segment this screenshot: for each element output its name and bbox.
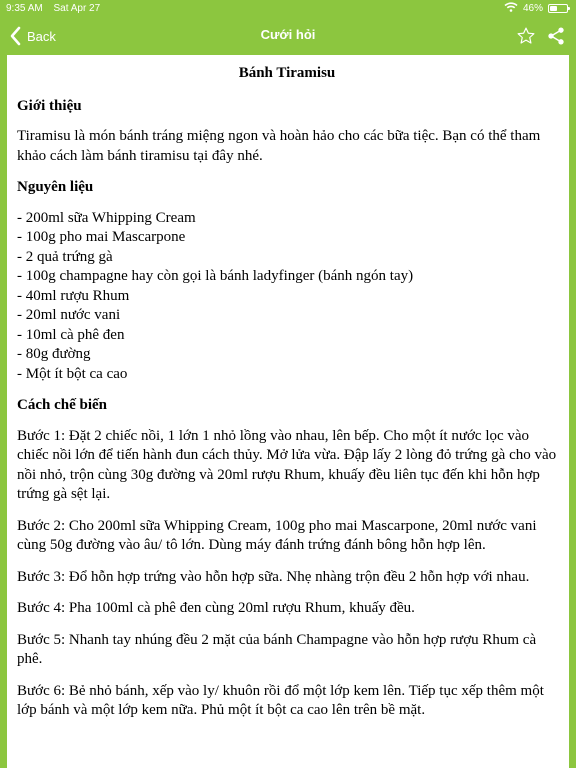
ingredient-item: - 40ml rượu Rhum [17,287,130,304]
method-step: Bước 4: Pha 100ml cà phê đen cùng 20ml rượu Rhum, khuấy đều. [17,600,415,616]
ingredients-heading: Nguyên liệu [17,179,94,195]
ingredient-item: - 100g pho mai Mascarpone [17,229,186,245]
status-time: 9:35 AM [6,3,43,14]
battery-level [550,6,557,11]
ingredient-item: - 20ml nước vani [17,307,121,323]
method-step: Bước 1: Đặt 2 chiếc nồi, 1 lớn 1 nhỏ lồng vào nhau, lên bếp. Cho một ít nước lọc vào chiếc nồi lớn để tiến hành đun cách thủy. Mở lửa vừa. Đập lấy 2 lòng đỏ trứng gà cho vào nồi nhỏ, trộn cùng 30g đường và 20ml rượu Rhum, khuấy đều liên tục đến khi hỗn hợp trứng gà sệt lại. [17,427,557,502]
status-right [504,2,568,15]
status-date: Sat Apr 27 [53,3,101,14]
ingredient-item: - 10ml cà phê đen [17,326,125,343]
article-title: Bánh Tiramisu [238,65,336,81]
ingredient-item: - 200ml sữa Whipping Cream [17,209,196,226]
method-step: Bước 5: Nhanh tay nhúng đều 2 mặt của bánh Champagne vào hỗn hợp rượu Rhum cà phê. [17,631,537,667]
back-label: Back [27,28,56,44]
share-icon[interactable] [544,24,568,48]
star-icon[interactable] [514,24,538,48]
intro-text: Tiramisu là món bánh tráng miệng ngon và hoàn hảo cho các bữa tiệc. Bạn có thể tham khảo cách làm bánh tiramisu tại đây nhé. [17,128,541,164]
method-step: Bước 2: Cho 200ml sữa Whipping Cream, 100g pho mai Mascarpone, 20ml nước vani cùng 50g đường vào âu/ tô lớn. Dùng máy đánh trứng đánh bông hỗn hợp lên. [17,517,537,553]
navigation-bar [0,18,576,54]
article-content[interactable] [7,55,569,768]
ingredient-item: - 100g champagne hay còn gọi là bánh ladyfinger (bánh ngón tay) [17,268,414,284]
ingredient-item: - Một ít bột ca cao [17,365,128,382]
ingredient-item: - 80g đường [17,346,91,362]
ingredient-item: - 2 quả trứng gà [17,248,113,265]
status-left [6,3,108,14]
battery-percent: 46% [522,3,543,14]
method-step: Bước 6: Bẻ nhỏ bánh, xếp vào ly/ khuôn rồi đổ một lớp kem lên. Tiếp tục xếp thêm một lớp bánh và một lớp kem nữa. Phủ một ít bột ca cao lên trên bề mặt. [17,682,544,718]
ingredients-list [17,209,557,385]
nav-actions [514,24,568,48]
wifi-icon [504,2,518,15]
nav-title: Cưới hỏi [260,27,316,42]
battery-icon [548,4,568,13]
method-heading: Cách chế biến [17,397,107,413]
method-step: Bước 3: Đổ hỗn hợp trứng vào hỗn hợp sữa. Nhẹ nhàng trộn đều 2 hỗn hợp với nhau. [17,568,530,585]
status-bar [0,0,576,18]
intro-heading: Giới thiệu [17,97,82,114]
